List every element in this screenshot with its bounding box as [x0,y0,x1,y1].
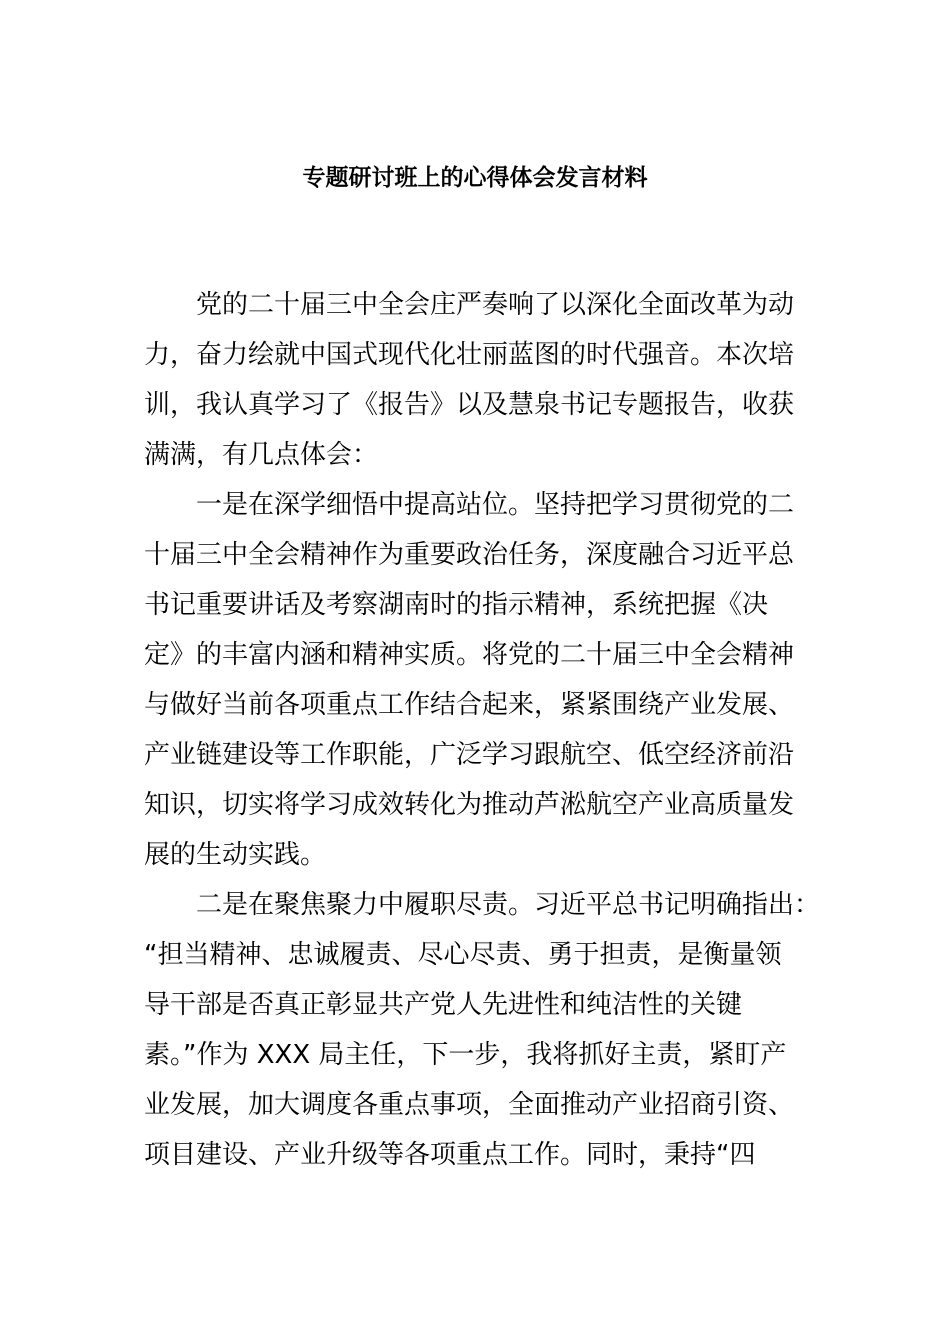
paragraph-line: 素。”作为 XXX 局主任，下一步，我将抓好主责，紧盯产 [144,1040,787,1070]
paragraph-line: 一是在深学细悟中提高站位。坚持把学习贯彻党的二 [196,490,795,520]
paragraph-line: 项目建设、产业升级等各项重点工作。同时，秉持“四 [144,1140,756,1170]
paragraph-line: 二是在聚焦聚力中履职尽责。习近平总书记明确指出： [196,890,821,920]
paragraph-line: 力，奋力绘就中国式现代化壮丽蓝图的时代强音。本次培 [144,340,795,370]
paragraph-line: 党的二十届三中全会庄严奏响了以深化全面改革为动 [196,290,795,320]
paragraph-line: 十届三中全会精神作为重要政治任务，深度融合习近平总 [144,540,795,570]
paragraph-line: “担当精神、忠诚履责、尽心尽责、勇于担责，是衡量领 [144,940,782,970]
paragraph-line: 展的生动实践。 [144,840,327,870]
paragraph-line: 训，我认真学习了《报告》以及慧泉书记专题报告，收获 [144,390,795,420]
paragraph-intro [144,280,834,480]
paragraph-line: 知识，切实将学习成效转化为推动芦淞航空产业高质量发 [144,790,795,820]
document-body [144,280,834,1180]
paragraph-line: 业发展，加大调度各重点事项，全面推动产业招商引资、 [144,1090,795,1120]
document-title: 专题研讨班上的心得体会发言材料 [302,165,648,191]
paragraph-point-one [144,480,834,880]
paragraph-point-two [144,880,834,1180]
paragraph-line: 满满，有几点体会： [144,440,379,470]
paragraph-line: 与做好当前各项重点工作结合起来，紧紧围绕产业发展、 [144,690,795,720]
paragraph-line: 产业链建设等工作职能，广泛学习跟航空、低空经济前沿 [144,740,795,770]
paragraph-line: 书记重要讲话及考察湖南时的指示精神，系统把握《决 [144,590,769,620]
paragraph-line: 导干部是否真正彰显共产党人先进性和纯洁性的关键 [144,990,743,1020]
paragraph-line: 定》的丰富内涵和精神实质。将党的二十届三中全会精神 [144,640,795,670]
